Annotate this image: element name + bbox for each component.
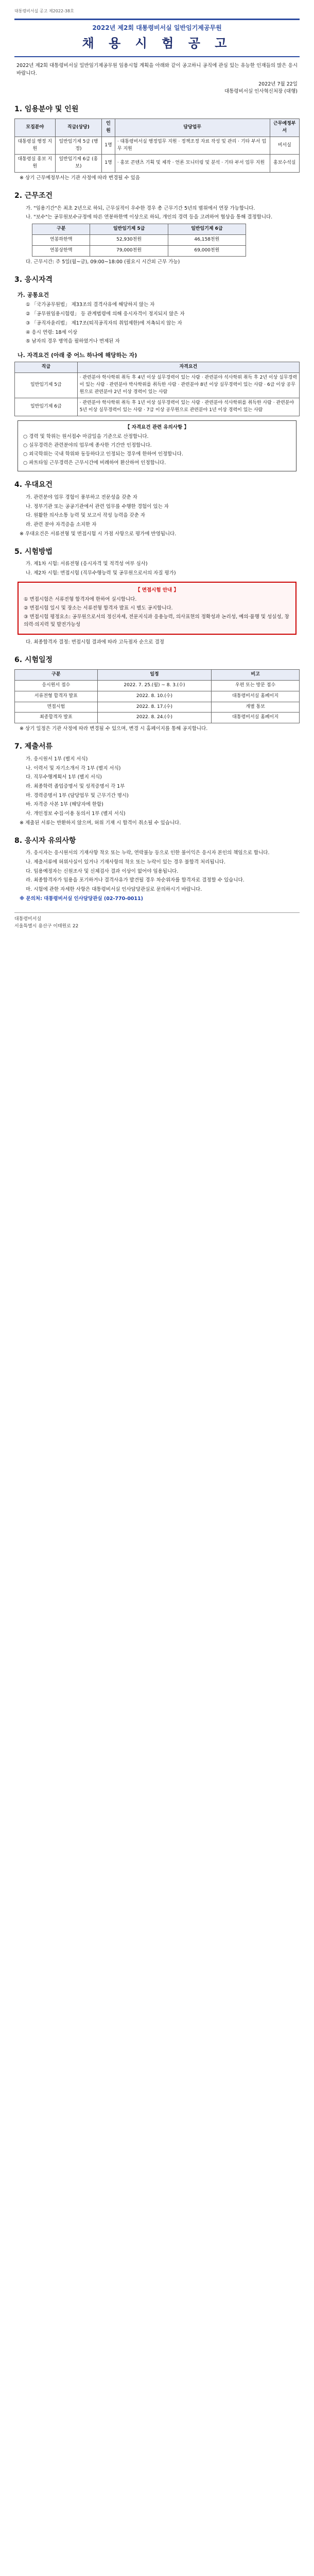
section-4-note: ※ 우대요건은 서류전형 및 면접시험 시 가점 사항으로 평가에 반영됩니다. [20,531,177,537]
table-cell: 2022. 8. 17.(수) [97,702,211,713]
col-header: 인원 [102,118,115,137]
announcement-date: 2022년 7월 22일 [258,81,298,87]
table-cell: 최종합격자 발표 [15,713,98,723]
list-item: 바. 자격증 사본 1부 (해당자에 한함) [26,802,103,808]
announcement-number: 대통령비서실 공고 제2022-38호 [14,9,74,13]
table-cell: 서류전형 합격자 발표 [15,691,98,702]
list-item: 다. 원활한 의사소통 능력 및 보고서 작성 능력을 갖춘 자 [26,513,146,519]
section-7-note: ※ 제출된 서류는 반환하지 않으며, 허위 기재 시 합격이 취소될 수 있습니다. [20,820,181,826]
col-header: 일반임기제 5급 [90,224,168,235]
table-cell: 2022. 8. 24.(수) [97,713,211,723]
table-cell: 52,930천원 [90,235,168,246]
section-8-title: 8. 응시자 유의사항 [14,836,76,845]
table-cell: 대통령비서실 홈페이지 [212,691,300,702]
table-cell: 대통령실 행정 지원 [15,137,56,155]
qualification-table [14,362,300,416]
table-row [15,680,300,691]
table-cell: · 관련분야 학사학위 취득 후 1년 이상 실무경력이 있는 사람 · 관련분야 석사학위를 취득한 사람 · 관련분야 5년 이상 실무경력이 있는 사람 · 7급 이상 공무원으로 관련분야 1년 이상 경력이 있는 사람 [77,398,299,416]
table-cell: · 대통령비서실 행정업무 지원 · 정책조정 자료 작성 및 관리 · 기타 부서 업무 지원 [115,137,270,155]
section-3-title: 3. 응시자격 [14,275,53,284]
list-item: 라. 관련 분야 자격증을 소지한 자 [26,522,97,528]
schedule-table [14,669,300,724]
list-item: ③ 면접시험 평정요소: 공무원으로서의 정신자세, 전문지식과 응용능력, 의사표현의 정확성과 논리성, 예의·품행 및 성실성, 창의력·의지력 및 발전가능성 [24,614,289,628]
list-item: 가. 응시자는 응시원서의 기재사항 착오 또는 누락, 연락불능 등으로 인한 불이익은 응시자 본인의 책임으로 합니다. [26,850,270,856]
table-row [15,373,300,398]
table-cell: 46,158천원 [168,235,246,246]
section-6-note: ※ 상기 일정은 기관 사정에 따라 변경될 수 있으며, 변경 시 홈페이지를 통해 공지합니다. [20,726,208,732]
positions-table [14,118,300,173]
table-row [15,398,300,416]
col-header: 구분 [15,669,98,680]
table-cell: 일반임기제 5급 (행정) [55,137,102,155]
table-row [32,235,246,246]
table-cell: 79,000천원 [90,246,168,257]
contact-info: ※ 문의처: 대통령비서실 인사담당관실 (02-770-0011) [20,895,143,902]
list-item: 가. 관련분야 업무 경험이 풍부하고 전문성을 갖춘 자 [26,495,137,501]
table-cell: 일반임기제 6급 (홍보) [55,155,102,173]
list-item: 나. 제출서류에 허위사실이 있거나 기재사항의 착오 또는 누락이 있는 경우 불합격 처리됩니다. [26,859,225,865]
col-header: 근무예정부서 [270,118,299,137]
list-item: 나. "보수"는 공무원보수규정에 따른 연봉하한액 이상으로 하되, 개인의 경력 등을 고려하여 협상을 통해 결정합니다. [26,214,273,221]
header-subtitle: 2022년 제2회 대통령비서실 일반임기제공무원 [92,24,222,32]
table-row [15,155,300,173]
table-cell: 응시원서 접수 [15,680,98,691]
table-cell: 연봉하한액 [32,235,90,246]
table-cell: 2022. 7. 25.(월) ~ 8. 3.(수) [97,680,211,691]
table-cell: 개별 통보 [212,702,300,713]
table-cell: 대통령실 홍보 지원 [15,155,56,173]
header [14,19,300,57]
list-item: 다. 임용예정자는 신원조사 및 신체검사 결과 이상이 없어야 임용됩니다. [26,868,179,874]
table-cell: 2022. 8. 10.(수) [97,691,211,702]
list-item: ③ 「공직자윤리법」 제17조(퇴직공직자의 취업제한)에 저촉되지 않는 자 [26,320,182,326]
list-item: 사. 개인정보 수집·이용 동의서 1부 (별지 서식) [26,811,126,817]
table-row [15,713,300,723]
list-item: ① 면접시험은 서류전형 합격자에 한하여 실시합니다. [24,597,137,603]
subsection-title: 나. 자격요건 (아래 중 어느 하나에 해당하는 자) [18,352,137,359]
list-item: ○ 외국학위는 국내 학위와 동등하다고 인정되는 경우에 한하여 인정합니다. [23,451,183,457]
list-item: 나. 제2차 시험: 면접시험 (직무수행능력 및 공무원으로서의 자질 평가) [26,570,176,577]
table-cell: · 관련분야 학사학위 취득 후 4년 이상 실무경력이 있는 사람 · 관련분야 석사학위 취득 후 2년 이상 실무경력이 있는 사람 · 관련분야 박사학위를 취득한 사람 · 관련분야 8년 이상 실무경력이 있는 사람 · 6급 이상 공무원으로 관련분야 2년 이상 경력이 있는 사람 [77,373,299,398]
list-item: 다. 최종합격자 결정: 면접시험 결과에 따라 고득점자 순으로 결정 [26,639,164,646]
subsection-title: 가. 공통요건 [18,292,49,299]
list-item: 가. "임용기간"은 최초 2년으로 하되, 근무실적이 우수한 경우 총 근무기간 5년의 범위에서 연장 가능합니다. [26,205,255,211]
col-header: 자격요건 [77,362,299,373]
section-1-title: 1. 임용분야 및 인원 [14,105,79,114]
table-row [15,691,300,702]
col-header: 모집분야 [15,118,56,137]
col-header: 담당업무 [115,118,270,137]
table-row [15,137,300,155]
list-item: ○ 파트타임 근무경력은 근무시간에 비례하여 환산하여 인정합니다. [23,460,166,466]
list-item: 다. 직무수행계획서 1부 (별지 서식) [26,774,102,781]
section-5-title: 5. 시험방법 [14,547,53,556]
table-cell: 비서실 [270,137,299,155]
footer-org: 대통령비서실 [14,916,42,922]
list-item: ① 「국가공무원법」 제33조의 결격사유에 해당하지 않는 자 [26,302,155,308]
col-header: 구분 [32,224,90,235]
footer-address: 서울특별시 용산구 이태원로 22 [14,923,79,929]
header-title: 채 용 시 험 공 고 [82,36,232,50]
announcing-organization: 대통령비서실 인사혁신처장 (대행) [224,89,298,95]
section-1-note: ※ 상기 근무예정부서는 기관 사정에 따라 변경될 수 있음 [20,175,141,181]
col-header: 일정 [97,669,211,680]
table-row [32,246,246,257]
section-2-title: 2. 근무조건 [14,192,53,200]
list-item: 가. 제1차 시험: 서류전형 (응시자격 및 적격성 여부 심사) [26,561,148,567]
col-header: 직급 [15,362,78,373]
table-cell: · 홍보 콘텐츠 기획 및 제작 · 언론 모니터링 및 분석 · 기타 부서 업무 지원 [115,155,270,173]
table-cell: 일반임기제 6급 [15,398,78,416]
list-item: ⑤ 남자의 경우 병역을 필하였거나 면제된 자 [26,338,120,345]
document-page [0,0,314,943]
table-cell: 1명 [102,155,115,173]
list-item: 나. 정부기관 또는 공공기관에서 관련 업무를 수행한 경험이 있는 자 [26,503,169,510]
intro-paragraph: 2022년 제2회 대통령비서실 일반임기제공무원 임용시험 계획을 아래와 같이 공고하니 공직에 관심 있는 유능한 인재들의 많은 응시 바랍니다. [16,63,298,76]
table-cell: 69,000천원 [168,246,246,257]
col-header: 직급(상당) [55,118,102,137]
table-row [15,702,300,713]
list-item: ○ 경력 및 학위는 원서접수 마감일을 기준으로 산정합니다. [23,434,149,440]
qualification-notes-box [18,420,296,472]
section-7-title: 7. 제출서류 [14,742,53,751]
list-item: 가. 응시원서 1부 (별지 서식) [26,756,88,762]
interview-notice-box [18,582,296,635]
list-item: 라. 최종학력 졸업증명서 및 성적증명서 각 1부 [26,783,125,789]
footer [14,912,300,930]
table-cell: 면접시험 [15,702,98,713]
table-cell: 1명 [102,137,115,155]
list-item: 마. 경력증명서 1부 (담당업무 및 근무기간 명시) [26,792,129,799]
col-header: 비고 [212,669,300,680]
table-cell: 우편 또는 방문 접수 [212,680,300,691]
list-item: ② 면접시험 일시 및 장소는 서류전형 합격자 발표 시 별도 공지합니다. [24,605,173,612]
list-item: ④ 응시 연령: 18세 이상 [26,329,78,335]
list-item: 나. 이력서 및 자기소개서 각 1부 (별지 서식) [26,765,121,771]
box-title: 【 면접시험 안내 】 [135,587,179,593]
section-4-title: 4. 우대요건 [14,481,53,489]
list-item: ○ 실무경력은 관련분야의 업무에 종사한 기간만 인정합니다. [23,443,152,449]
table-cell: 연봉상한액 [32,246,90,257]
section-6-title: 6. 시험일정 [14,656,53,665]
table-cell: 대통령비서실 홈페이지 [212,713,300,723]
table-cell: 홍보수석실 [270,155,299,173]
col-header: 일반임기제 6급 [168,224,246,235]
list-item: 라. 최종합격자가 임용을 포기하거나 결격사유가 발견될 경우 차순위자를 합격자로 결정할 수 있습니다. [26,877,245,884]
list-item: ② 「공무원임용시험령」 등 관계법령에 의해 응시자격이 정지되지 않은 자 [26,311,185,317]
salary-table [32,224,246,257]
list-item: 마. 시험에 관한 자세한 사항은 대통령비서실 인사담당관실로 문의하시기 바랍니다. [26,887,202,893]
box-title: 【 자격요건 관련 유의사항 】 [125,424,189,430]
table-cell: 일반임기제 5급 [15,373,78,398]
list-item: 다. 근무시간: 주 5일(월~금), 09:00~18:00 (필요시 시간외 근무 가능) [26,259,180,265]
